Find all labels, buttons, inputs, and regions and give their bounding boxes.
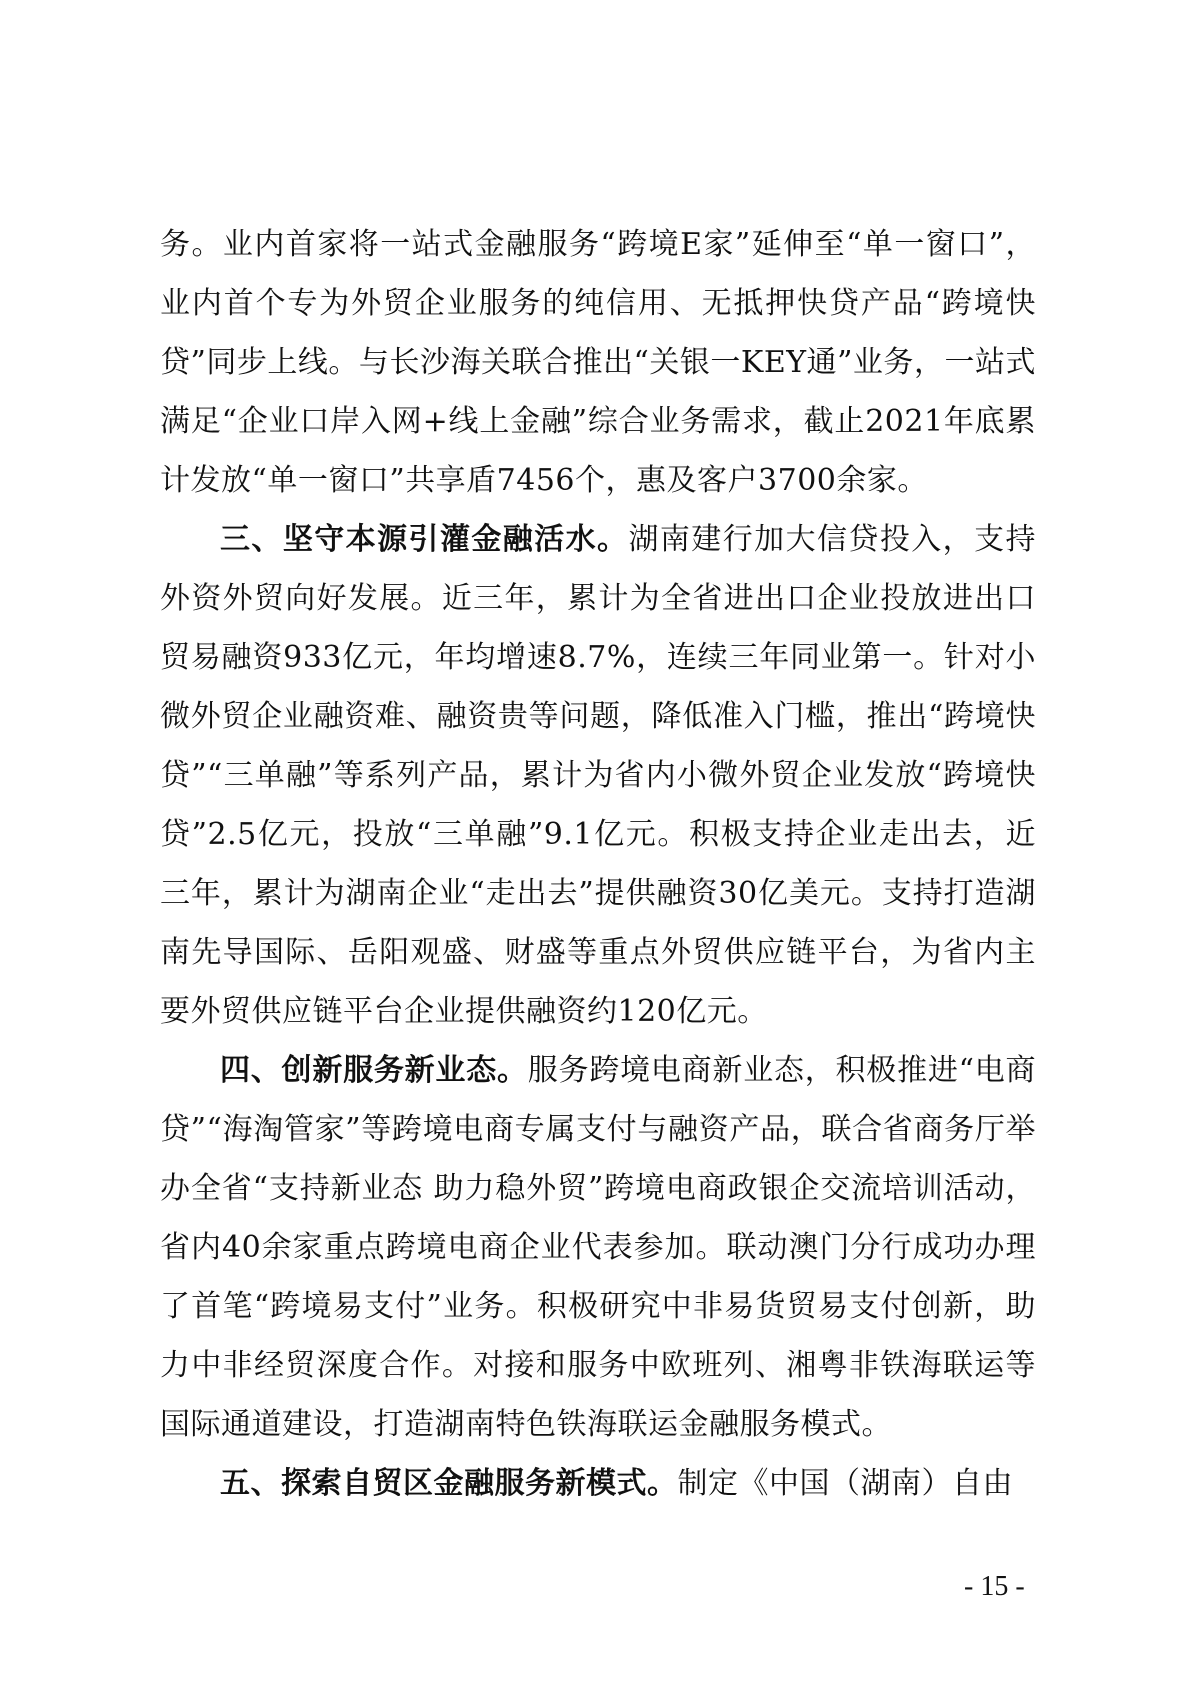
body-text <box>160 215 1036 1513</box>
paragraph-section-5 <box>160 1454 1036 1513</box>
page-number: - 15 - <box>964 1571 1025 1602</box>
paragraph-section-4 <box>160 1041 1036 1454</box>
paragraph-section-3 <box>160 510 1036 1041</box>
section-heading: 三、坚守本源引灌金融活水。 <box>220 522 629 557</box>
paragraph-text: 制定《中国（湖南）自由 <box>677 1466 1013 1501</box>
section-heading: 五、探索自贸区金融服务新模式。 <box>220 1466 678 1501</box>
paragraph-text: 湖南建行加大信贷投入，支持外资外贸向好发展。近三年，累计为全省进出口企业投放进出口贸易融资933亿元，年均增速8.7%，连续三年同业第一。针对小微外贸企业融资难、融资贵等问题，降低准入门槛，推出“跨境快贷”“三单融”等系列产品，累计为省内小微外贸企业发放“跨境快贷”2.5亿元，投放“三单融”9.1亿元。积极支持企业走出去，近三年，累计为湖南企业“走出去”提供融资30亿美元。支持打造湖南先导国际、岳阳观盛、财盛等重点外贸供应链平台，为省内主要外贸供应链平台企业提供融资约120亿元。 <box>160 522 1037 1029</box>
paragraph-text: 服务跨境电商新业态，积极推进“电商贷”“海淘管家”等跨境电商专属支付与融资产品，联合省商务厅举办全省“支持新业态 助力稳外贸”跨境电商政银企交流培训活动，省内40余家重点跨境电商企业代表参加。联动澳门分行成功办理了首笔“跨境易支付”业务。积极研究中非易货贸易支付创新，助力中非经贸深度合作。对接和服务中欧班列、湘粤非铁海联运等国际通道建设，打造湖南特色铁海联运金融服务模式。 <box>160 1053 1037 1442</box>
paragraph-text: 务。业内首家将一站式金融服务“跨境E家”延伸至“单一窗口”，业内首个专为外贸企业服务的纯信用、无抵押快贷产品“跨境快贷”同步上线。与长沙海关联合推出“关银一KEY通”业务，一站式满足“企业口岸入网+线上金融”综合业务需求，截止2021年底累计发放“单一窗口”共享盾7456个，惠及客户3700余家。 <box>160 227 1036 498</box>
section-heading: 四、创新服务新业态。 <box>220 1053 528 1088</box>
paragraph-continuation <box>160 215 1036 510</box>
